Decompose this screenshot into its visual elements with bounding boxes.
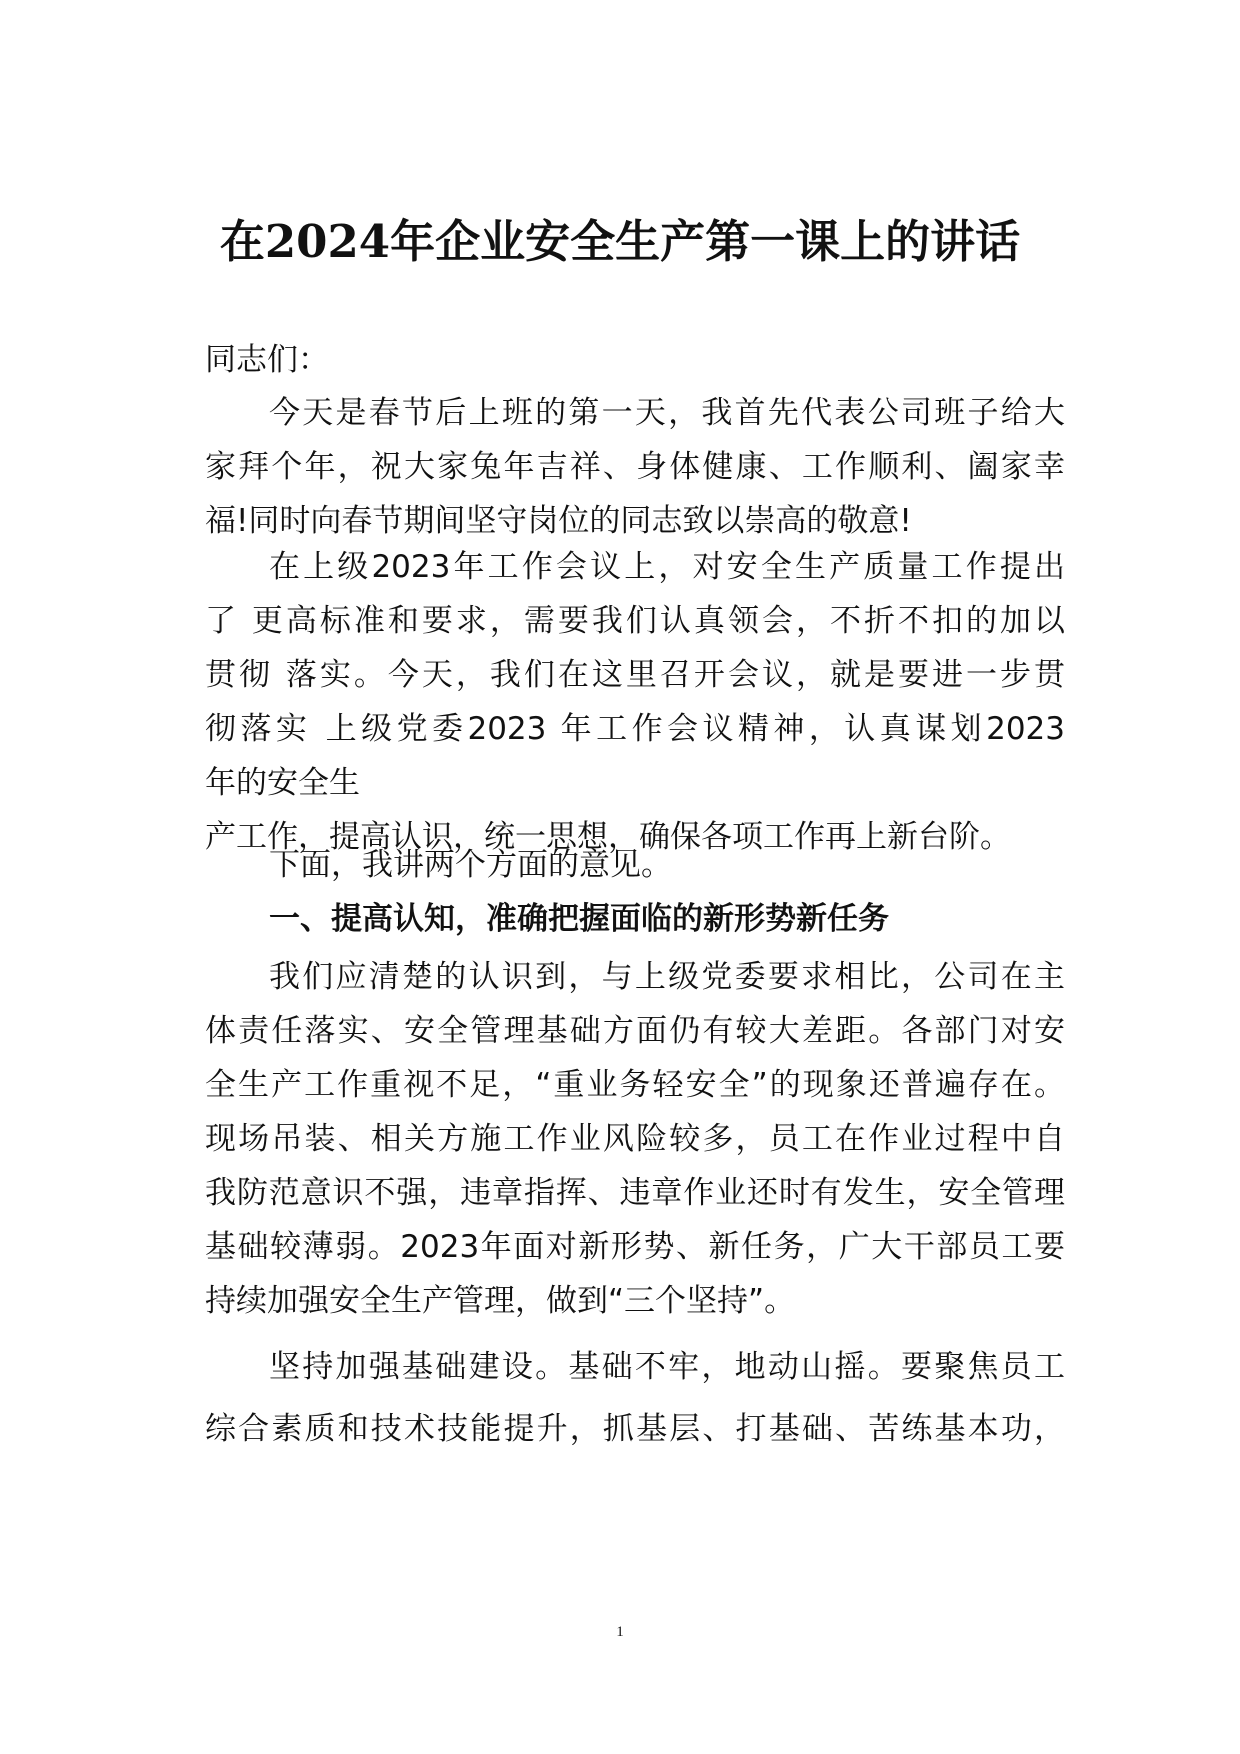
paragraph-line: 我们应清楚的认识到，与上级党委要求相比，公司在主 (269, 959, 1065, 995)
page-number: 1 (616, 1624, 624, 1640)
paragraph-greeting (205, 386, 1065, 548)
paragraph-line: 坚持加强基础建设。基础不牢，地动山摇。要聚焦员工 (269, 1349, 1065, 1385)
paragraph-line: 彻落实 上级党委2023 年工作会议精神，认真谋划2023 (205, 711, 1065, 747)
paragraph-line: 现场吊装、相关方施工作业风险较多，员工在作业过程中自 (205, 1121, 1065, 1157)
paragraph-line: 基础较薄弱。2023年面对新形势、新任务，广大干部员工要 (205, 1229, 1065, 1265)
paragraph-line: 产工作，提高认识，统一思想，确保各项工作再上新台阶。 (205, 819, 1011, 855)
paragraph-line: 今天是春节后上班的第一天，我首先代表公司班子给大 (269, 395, 1065, 431)
paragraph-line: 贯彻 落实。今天，我们在这里召开会议，就是要进一步贯 (205, 657, 1065, 693)
document-title: 在2024年企业安全生产第一课上的讲话 (219, 215, 1021, 268)
paragraph-line: 我防范意识不强，违章指挥、违章作业还时有发生，安全管理 (205, 1175, 1065, 1211)
paragraph-line: 福!同时向春节期间坚守岗位的同志致以崇高的敬意! (205, 503, 912, 539)
section-heading-1: 一、提高认知，准确把握面临的新形势新任务 (269, 901, 889, 937)
paragraph-line: 持续加强安全生产管理，做到“三个坚持”。 (205, 1283, 796, 1319)
paragraph-line: 在上级2023年工作会议上，对安全生产质量工作提出 (269, 549, 1065, 585)
paragraph-line: 体责任落实、安全管理基础方面仍有较大差距。各部门对安 (205, 1013, 1065, 1049)
paragraph-situation (205, 950, 1065, 1328)
paragraph-line: 综合素质和技术技能提升，抓基层、打基础、苦练基本功， (205, 1411, 1065, 1447)
salutation: 同志们： (205, 342, 329, 378)
paragraph-line: 家拜个年，祝大家兔年吉祥、身体健康、工作顺利、阖家幸 (205, 449, 1065, 485)
paragraph-line: 全生产工作重视不足，“重业务轻安全”的现象还普遍存在。 (205, 1067, 1065, 1103)
paragraph-line: 年的安全生 (205, 765, 360, 801)
paragraph-line: 了 更高标准和要求，需要我们认真领会，不折不扣的加以 (205, 603, 1065, 639)
paragraph-foundation (205, 1340, 1065, 1456)
paragraph-outline: 下面，我讲两个方面的意见。 (269, 847, 672, 883)
paragraph-meeting (205, 540, 1065, 864)
